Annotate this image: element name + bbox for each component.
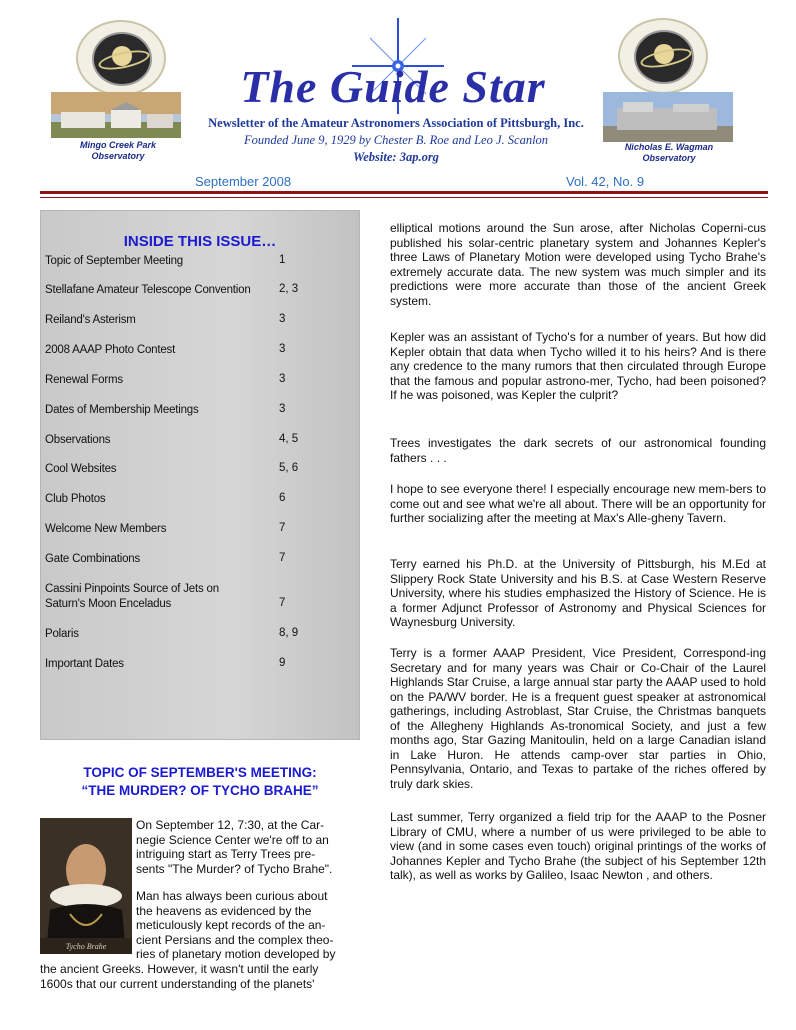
topic-paragraph-2 (136, 889, 356, 962)
body-paragraph-5: Terry earned his Ph.D. at the University of Pittsburgh, his M.Ed at Slippery Rock State University and his B.S. at Case Western Reserve University, where his studies emphasized the History of Science. He is a former Adjunct Professor of Astronomy and Physical Sciences for Waynesburg University. (390, 557, 766, 629)
toc-page: 1 (279, 254, 286, 266)
toc-page: 7 (279, 597, 286, 609)
text-line: Man has always been curious about (136, 889, 328, 903)
toc-item: Gate Combinations (45, 553, 141, 565)
body-paragraph-7: Last summer, Terry organized a field trip for the AAAP to the Posner Library of CMU, where a number of us were privileged to be able to view (and in some cases even touch) original printings of the works of Johannes Kepler and Tycho Brahe (the subject of his September 12th talk), as well as works by Galileo, Isaac Newton , and others. (390, 810, 766, 882)
text-line: cient Persians and the complex theo- (136, 932, 334, 947)
toc-item: Renewal Forms (45, 374, 123, 386)
text-line: negie Science Center we're off to an (136, 832, 329, 847)
text-line: ries of planetary motion developed by (136, 947, 336, 961)
left-observatory-caption: Mingo Creek Park Observatory (79, 140, 157, 161)
toc-item: Stellafane Amateur Telescope Convention (45, 284, 251, 296)
topic-heading-line-1: TOPIC OF SEPTEMBER'S MEETING: (83, 765, 317, 780)
portrait-caption: Tycho Brahe (65, 942, 107, 951)
toc-item: Welcome New Members (45, 523, 167, 535)
tycho-brahe-portrait (40, 818, 132, 954)
text-line: sents "The Murder? of Tycho Brahe". (136, 861, 333, 876)
toc-item: Cassini Pinpoints Source of Jets on (45, 583, 219, 595)
toc-page: 3 (279, 343, 286, 355)
toc-item: Cool Websites (45, 463, 117, 475)
body-paragraph-3: Trees investigates the dark secrets of our astronomical founding fathers . . . (390, 436, 766, 465)
toc-page: 7 (279, 552, 286, 564)
mingo-creek-observatory-photo (51, 92, 181, 138)
text-line: On September 12, 7:30, at the Car- (136, 818, 325, 832)
topic-paragraph-2-continued (40, 962, 358, 991)
toc-heading: INSIDE THIS ISSUE… (123, 233, 277, 250)
body-paragraph-6: Terry is a former AAAP President, Vice President, Correspond-ing Secretary and for many years was Chair or Co-Chair of the Laurel Highlands Star Cruise, a large annual star party the AAAP used to hold on the PA/WV border. He is a frequent guest speaker at astronomical gatherings, including Astroblast, Star Cruise, the Christmas banquets of the Allegheny Highlands As-tronomical Society, and just a few months ago, Star Gazing Manitoulin, held on a large Canadian island in Lake Huron. He attends camp-over star parties in Ohio, Pennsylvania, Ontario, and Texas to partake of the riches offered by truly dark skies. (390, 646, 767, 791)
toc-item: Dates of Membership Meetings (45, 404, 199, 416)
toc-page: 3 (279, 403, 286, 415)
issue-volume: Vol. 42, No. 9 (566, 174, 645, 189)
body-paragraph-2: Kepler was an assistant of Tycho's for a number of years. But how did Kepler obtain that data when Tycho willed it to his heirs? And is there any credence to the many rumors that then circulated through Europe that the famous and popular astrono-mer, Tycho, had been poisoned? If he was poisoned, was Kepler the culprit? (390, 330, 766, 402)
toc-page: 8, 9 (279, 627, 299, 639)
toc-page: 3 (279, 313, 286, 325)
toc-item: Topic of September Meeting (45, 255, 183, 267)
header-rule-thick (40, 191, 768, 194)
wagman-observatory-photo (603, 92, 733, 142)
text-line: the heavens as evidenced by the (136, 903, 312, 918)
toc-item: 2008 AAAP Photo Contest (45, 344, 176, 356)
founded-line: Founded June 9, 1929 by Chester B. Roe and Leo J. Scanlon (243, 133, 549, 147)
issue-date: September 2008 (195, 174, 292, 189)
right-observatory-caption: Nicholas E. Wagman Observatory (624, 142, 714, 163)
aaap-seal-right (618, 18, 708, 94)
text-line: the ancient Greeks. However, it wasn't until the early (40, 962, 319, 976)
inside-this-issue-box (40, 210, 360, 740)
topic-intro-paragraph (136, 818, 356, 876)
toc-page: 5, 6 (279, 462, 299, 474)
website-line: Website: 3ap.org (353, 150, 439, 164)
toc-page: 3 (279, 373, 286, 385)
toc-page: 9 (279, 657, 286, 669)
toc-item: Reiland's Asterism (45, 314, 136, 326)
toc-item: Club Photos (45, 493, 106, 505)
toc-item: Observations (45, 434, 111, 446)
toc-page: 4, 5 (279, 433, 299, 445)
toc-page: 7 (279, 522, 286, 534)
text-line: meticulously kept records of the an- (136, 918, 326, 932)
toc-page: 6 (279, 492, 286, 504)
aaap-seal-left (76, 20, 166, 96)
text-line: intriguing start as Terry Trees pre- (136, 847, 316, 861)
newsletter-subtitle: Newsletter of the Amateur Astronomers Association of Pittsburgh, Inc. (208, 116, 584, 130)
toc-item: Polaris (45, 628, 79, 640)
toc-page: 2, 3 (279, 283, 299, 295)
text-line: 1600s that our current understanding of the planets' (40, 976, 315, 991)
toc-item: Important Dates (45, 658, 124, 670)
newsletter-title: The Guide Star (240, 61, 546, 112)
body-paragraph-1: elliptical motions around the Sun arose, after Nicholas Coperni-cus published his solar-centric planetary system and Johannes Kepler's three Laws of Planetary Motion were developed using Tycho Brahe's extremely accurate data. The new system was much simpler and its predictions were more accurate than those of the ancient Greek system. (390, 221, 766, 308)
header-rule-thin (40, 197, 768, 198)
body-paragraph-4: I hope to see everyone there! I especially encourage new mem-bers to come out and see what we're all about. There will be an opportunity for further socializing after the meeting at Max's Alle-gheny Tavern. (390, 482, 766, 525)
topic-heading-line-2: “THE MURDER? OF TYCHO BRAHE” (81, 783, 319, 798)
toc-item-continued: Saturn's Moon Enceladus (45, 598, 172, 610)
